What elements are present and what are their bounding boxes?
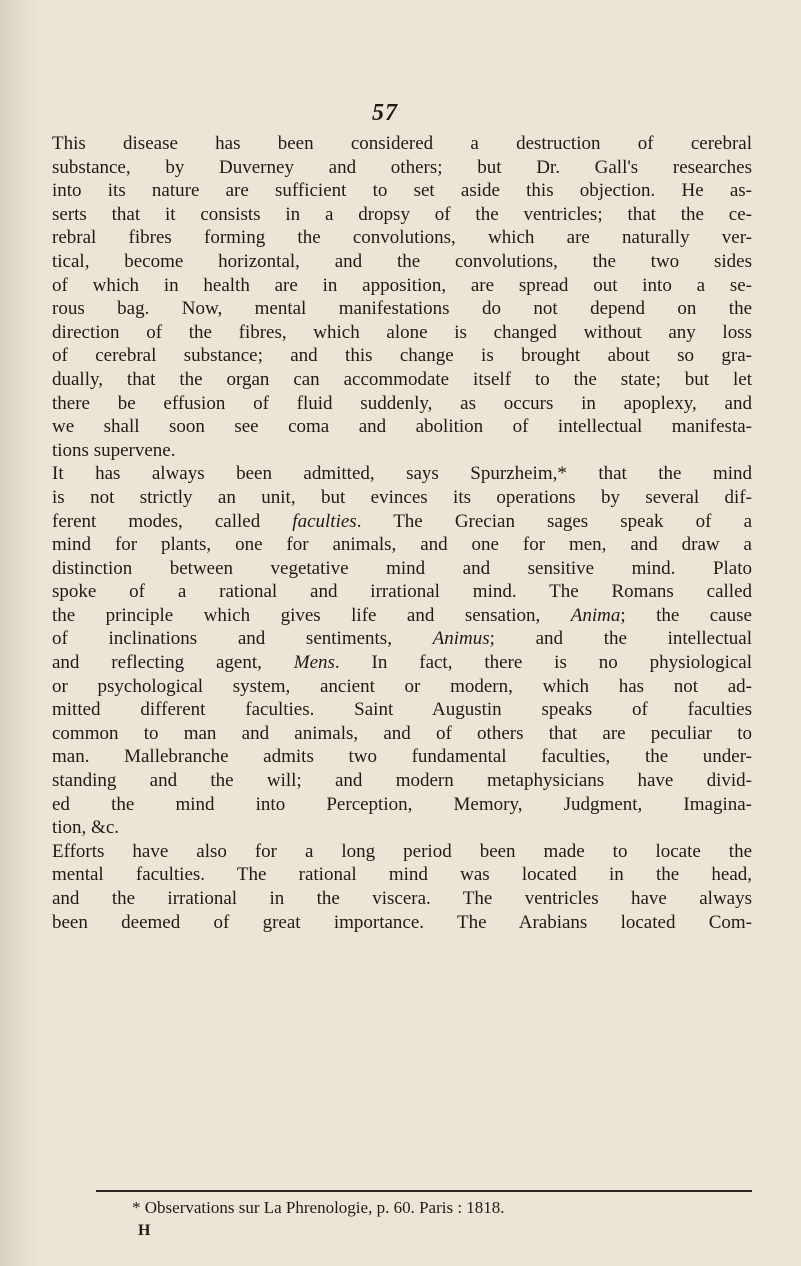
text-line-12: there be effusion of fluid suddenly, as occurs in apoplexy, and: [52, 392, 752, 414]
text-line-18: mind for plants, one for animals, and one for men, and draw a: [52, 534, 752, 556]
text-line-15: It has always been admitted, says Spurzheim,* that the mind: [52, 463, 752, 485]
text-line-7: of which in health are in apposition, are spread out into a se-: [52, 274, 752, 296]
text-line-27: man. Mallebranche admits two fundamental faculties, the under-: [52, 746, 752, 768]
text-line-24: or psychological system, ancient or modern, which has not ad-: [52, 675, 752, 697]
body-text: [52, 132, 752, 934]
text-line-28: standing and the will; and modern metaphysicians have divid-: [52, 770, 752, 792]
text-line-10: of cerebral substance; and this change is brought about so gra-: [52, 345, 752, 367]
text-line-33: and the irrational in the viscera. The ventricles have always: [52, 888, 752, 909]
text-line-5: rebral fibres forming the convolutions, which are naturally ver-: [52, 227, 752, 249]
text-line-22: of inclinations and sentiments, Animus; and the intellectual: [52, 628, 752, 650]
text-line-1: This disease has been considered a destruction of cerebral: [52, 133, 752, 154]
footnote-rule: [96, 1190, 752, 1192]
text-line-19: distinction between vegetative mind and sensitive mind. Plato: [52, 557, 752, 579]
text-line-11: dually, that the organ can accommodate itself to the state; but let: [52, 368, 752, 390]
signature-mark: H: [138, 1222, 151, 1239]
text-line-20: spoke of a rational and irrational mind. The Romans called: [52, 581, 752, 603]
page-number: 57: [372, 100, 398, 126]
page-edge-shadow: [0, 0, 40, 1266]
text-line-4: serts that it consists in a dropsy of the ventricles; that the ce-: [52, 203, 752, 225]
text-line-14: tions supervene.: [52, 439, 176, 461]
footnote: * Observations sur La Phrenologie, p. 60. Paris : 1818.: [132, 1198, 505, 1217]
text-line-26: common to man and animals, and of others that are peculiar to: [52, 722, 752, 744]
text-line-25: mitted different faculties. Saint Augustin speaks of faculties: [52, 699, 752, 721]
text-line-34: been deemed of great importance. The Arabians located Com-: [52, 911, 752, 933]
text-line-21: the principle which gives life and sensation, Anima; the cause: [52, 604, 752, 626]
text-line-2: substance, by Duverney and others; but Dr. Gall's researches: [52, 156, 752, 178]
text-line-23: and reflecting agent, Mens. In fact, there is no physiological: [52, 652, 752, 674]
text-line-8: rous bag. Now, mental manifestations do not depend on the: [52, 298, 752, 320]
text-line-13: we shall soon see coma and abolition of intellectual manifesta-: [52, 416, 752, 438]
text-line-3: into its nature are sufficient to set aside this objection. He as-: [52, 180, 752, 202]
text-line-32: mental faculties. The rational mind was located in the head,: [52, 864, 752, 886]
text-line-16: is not strictly an unit, but evinces its operations by several dif-: [52, 486, 752, 508]
text-line-6: tical, become horizontal, and the convolutions, the two sides: [52, 250, 752, 272]
text-line-29: ed the mind into Perception, Memory, Judgment, Imagina-: [52, 793, 752, 815]
text-line-17: ferent modes, called faculties. The Grecian sages speak of a: [52, 510, 752, 532]
text-line-30: tion, &c.: [52, 817, 120, 839]
text-line-9: direction of the fibres, which alone is changed without any loss: [52, 321, 752, 343]
text-line-31: Efforts have also for a long period been made to locate the: [52, 840, 752, 862]
